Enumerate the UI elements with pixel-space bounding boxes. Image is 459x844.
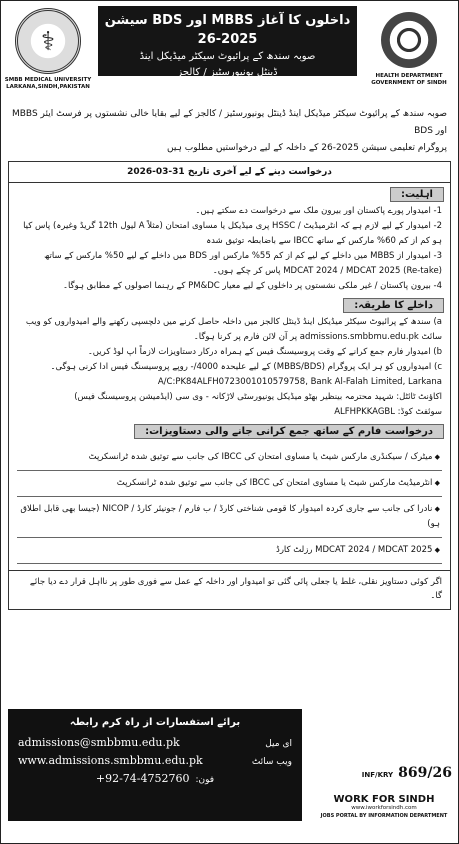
website-link[interactable]: www.admissions.smbbmu.edu.pk bbox=[18, 754, 203, 767]
website-row bbox=[18, 754, 292, 767]
eligibility-item-1: 1- امیدوار پورے پاکستان اور بیرون ملک سے درخواست دے سکتے ہیں۔ bbox=[195, 206, 442, 216]
documents-list bbox=[17, 445, 442, 564]
bank-account: A/C:PK84ALFH0723001010579758, Bank Al-Falah Limited, Larkana bbox=[157, 377, 442, 387]
deadline: درخواست دینے کے لیے آخری تاریخ 31-03-2026 bbox=[9, 162, 450, 183]
procedure-heading: داخلے کا طریقہ: bbox=[343, 298, 444, 313]
phone-row bbox=[18, 772, 292, 785]
inf-code: INF/KRY bbox=[361, 771, 394, 779]
eligibility-heading: اہلیت: bbox=[390, 187, 444, 202]
university-logo-block bbox=[4, 4, 92, 90]
email-row bbox=[18, 736, 292, 749]
work-for-sindh-url[interactable]: www.iworkforsindh.com bbox=[351, 805, 417, 811]
work-for-sindh-logo bbox=[320, 794, 448, 819]
health-department-logo-block bbox=[363, 4, 455, 87]
eligibility-item-4: 4- بیرون پاکستان / غیر ملکی نشستوں پر داخلوں کے لیے معیار PM&DC کے رہنما اصولوں کے مطابق ہوگا۔ bbox=[62, 281, 442, 291]
inf-number: 869/26 bbox=[398, 765, 452, 781]
documents-heading: درخواست فارم کے ساتھ جمع کرانی جانے والی دستاویزات: bbox=[134, 424, 444, 439]
document-item: ◆ میٹرک / سیکنڈری مارکس شیٹ یا مساوی امتحان کی IBCC کی جانب سے توثیق شدہ ٹرانسکرپٹ bbox=[17, 445, 442, 471]
title-banner bbox=[98, 6, 357, 76]
banner-title: داخلوں کا آغاز MBBS اور BDS سیشن 2025-26 bbox=[104, 13, 351, 47]
university-name: SMBB MEDICAL UNIVERSITY bbox=[4, 77, 92, 83]
details-box bbox=[8, 161, 451, 610]
banner-subtitle-1: صوبہ سندھ کے پرائیوٹ سیکٹر میڈیکل اینڈ bbox=[139, 51, 316, 62]
document-item: ◆ نادرا کی جانب سے جاری کردہ امیدوار کا قومی شناختی کارڈ / ب فارم / جونیئر کارڈ / NICOP (جیسا بھی قابل اطلاق ہو) bbox=[17, 497, 442, 538]
phone-label: فون: bbox=[195, 775, 215, 785]
warning-note: اگر کوئی دستاویز نقلی، غلط یا جعلی پائی گئی تو امیدوار اور داخلہ کے عمل سے فوری طور پر نااہل قرار دے دیا جائے گا۔ bbox=[9, 570, 450, 609]
sindh-government-emblem-icon bbox=[381, 12, 437, 68]
header bbox=[4, 4, 455, 102]
swift-code: ALFHPKKAGBL :سوئفٹ کوڈ bbox=[334, 407, 442, 417]
phone-number: +92-74-4752760 bbox=[95, 772, 190, 785]
email-link[interactable]: admissions@smbbmu.edu.pk bbox=[18, 736, 180, 749]
email-label: ای میل bbox=[265, 739, 292, 749]
document-item: ◆ MDCAT 2024 / MDCAT 2025 رزلٹ کارڈ bbox=[17, 538, 442, 564]
account-title: اکاؤنٹ ٹائٹل: شہید محترمہ بینظیر بھٹو میڈیکل یونیورسٹی لاڑکانہ - وی سی (ایڈمیشن پروسیسنگ فیس) bbox=[74, 392, 442, 402]
work-for-sindh-subtitle: JOBS PORTAL BY INFORMATION DEPARTMENT bbox=[320, 813, 448, 819]
contact-heading: برائے استفسارات از راہ کرم رابطہ bbox=[69, 717, 241, 728]
work-for-sindh-title: WORK FOR SINDH bbox=[333, 794, 435, 805]
inf-reference bbox=[312, 762, 452, 781]
banner-subtitle-2: ڈینٹل یونیورسٹیز / کالجز bbox=[177, 67, 278, 78]
intro-line-2: پروگرام تعلیمی سیشن 2025-26 کے داخلہ کے لیے درخواستیں مطلوب ہیں bbox=[167, 143, 447, 153]
document-item: ◆ انٹرمیڈیٹ مارکس شیٹ یا مساوی امتحان کی IBCC کی جانب سے توثیق شدہ ٹرانسکرپٹ bbox=[17, 471, 442, 497]
procedure-item-c: c) امیدواروں کو ہر ایک پروگرام (MBBS/BDS) کے لیے علیحدہ 4000/- روپے پروسیسنگ فیس ادا کرنی ہوگی۔ bbox=[50, 362, 442, 372]
procedure-item-a: a) سندھ کے پرائیوٹ سیکٹر میڈیکل اینڈ ڈینٹل کالجز میں داخلہ حاصل کرنے میں دلچسپی رکھنے والے امیدواروں کو ویب سائٹ admissions.smbbmu.edu.pk پر آن لائن فارم پر کرنا ہوگا۔ bbox=[25, 317, 442, 342]
eligibility-item-2: 2- امیدوار کے لیے لازم ہے کہ انٹرمیڈیٹ / HSSC پری میڈیکل یا مساوی امتحان (مثلاً A لیول 12th گریڈ وغیرہ) پاس کیا ہو کم از کم 60% مارکس کے ساتھ IBCC سے باضابطہ توثیق شدہ bbox=[23, 221, 442, 246]
eligibility-item-3: 3- امیدوار از MBBS میں داخلے کے لیے کم از کم 55% مارکس اور BDS میں داخلے کے لیے 50% مارکس کے ساتھ MDCAT 2024 / MDCAT 2025 (Re-take) پاس کر چکے ہوں۔ bbox=[44, 251, 442, 276]
university-location: LARKANA,SINDH,PAKISTAN bbox=[6, 83, 90, 90]
contact-footer bbox=[8, 709, 302, 821]
government-name: GOVERNMENT OF SINDH bbox=[371, 79, 447, 86]
intro-line-1: صوبہ سندھ کے پرائیوٹ سیکٹر میڈیکل اینڈ ڈینٹل یونیورسٹیز / کالجز کے لیے بقایا خالی نشستوں پر فرسٹ ایئر MBBS اور BDS bbox=[11, 109, 447, 136]
university-seal-icon bbox=[15, 8, 81, 74]
procedure-item-b: b) امیدوار فارم جمع کرانے کے وقت پروسیسنگ فیس کے ہمراہ درکار دستاویزات لازماً اپ لوڈ کریں۔ bbox=[87, 347, 442, 357]
intro-text bbox=[4, 104, 455, 161]
website-label: ویب سائٹ bbox=[251, 757, 292, 767]
department-name: HEALTH DEPARTMENT bbox=[375, 73, 443, 79]
